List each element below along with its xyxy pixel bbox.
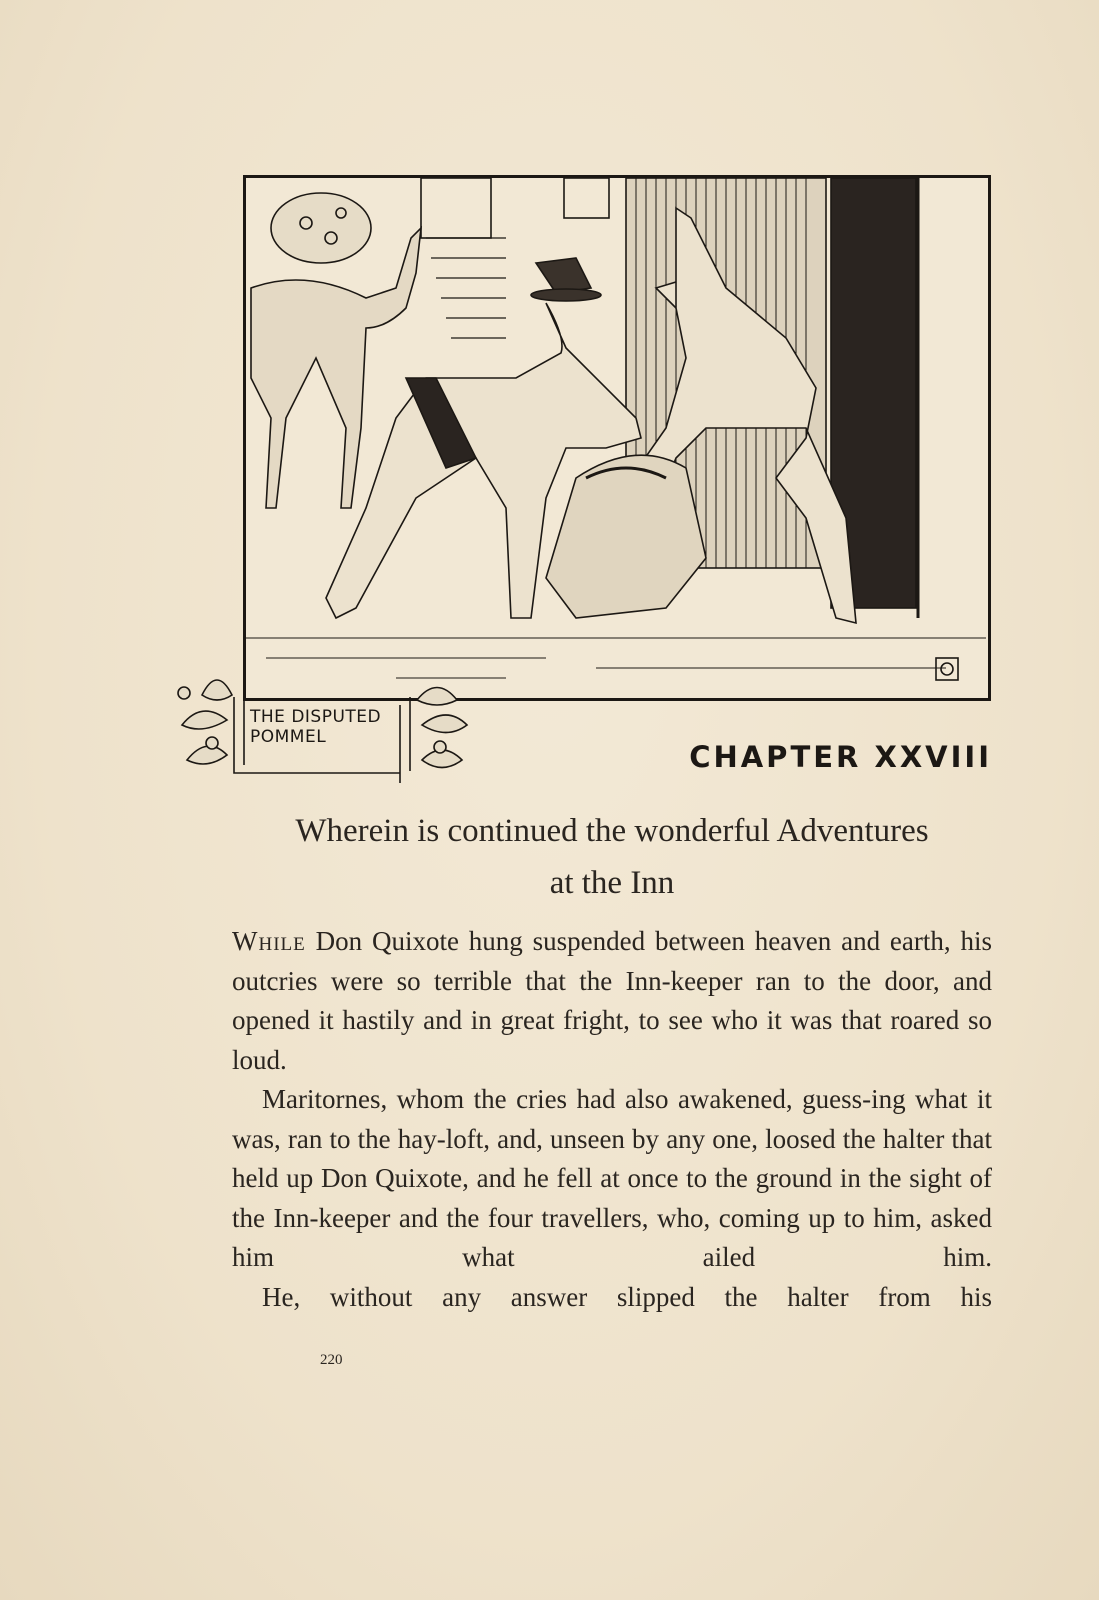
caption-text: [250, 707, 381, 747]
illustration-artwork: [246, 178, 988, 698]
chapter-subtitle: [232, 805, 992, 909]
paragraph-1: [232, 922, 992, 1080]
page-number: 220: [320, 1352, 343, 1368]
caption-line-2: POMMEL: [250, 727, 327, 747]
paragraph-3: He, without any answer slipped the halter from his: [262, 1281, 992, 1312]
chapter-heading: CHAPTER XXVIII: [689, 740, 992, 774]
caption-line-1: THE DISPUTED: [250, 707, 382, 727]
subtitle-line-1: Wherein is continued the wonderful Adventures: [295, 813, 929, 849]
subtitle-line-2: at the Inn: [549, 865, 675, 901]
paragraph-2: Maritornes, whom the cries had also awakened, guess-ing what it was, ran to the hay-loft, and, unseen by any one, loosed the halter that held up Don Quixote, and he fell at once to the ground in the sight of the Inn-keeper and the four travellers, who, coming up to him, asked him what ailed him.: [232, 1084, 992, 1272]
illustration-caption: [172, 665, 472, 790]
body-text: [232, 922, 992, 1317]
paragraph-1-text: Don Quixote hung suspended between heaven and earth, his outcries were so terrible that the Inn-keeper ran to the door, and opened it hastily and in great fright, to see who it was that roared so loud.: [232, 926, 992, 1075]
chapter-illustration: [243, 175, 991, 701]
opening-word: While: [232, 926, 306, 956]
